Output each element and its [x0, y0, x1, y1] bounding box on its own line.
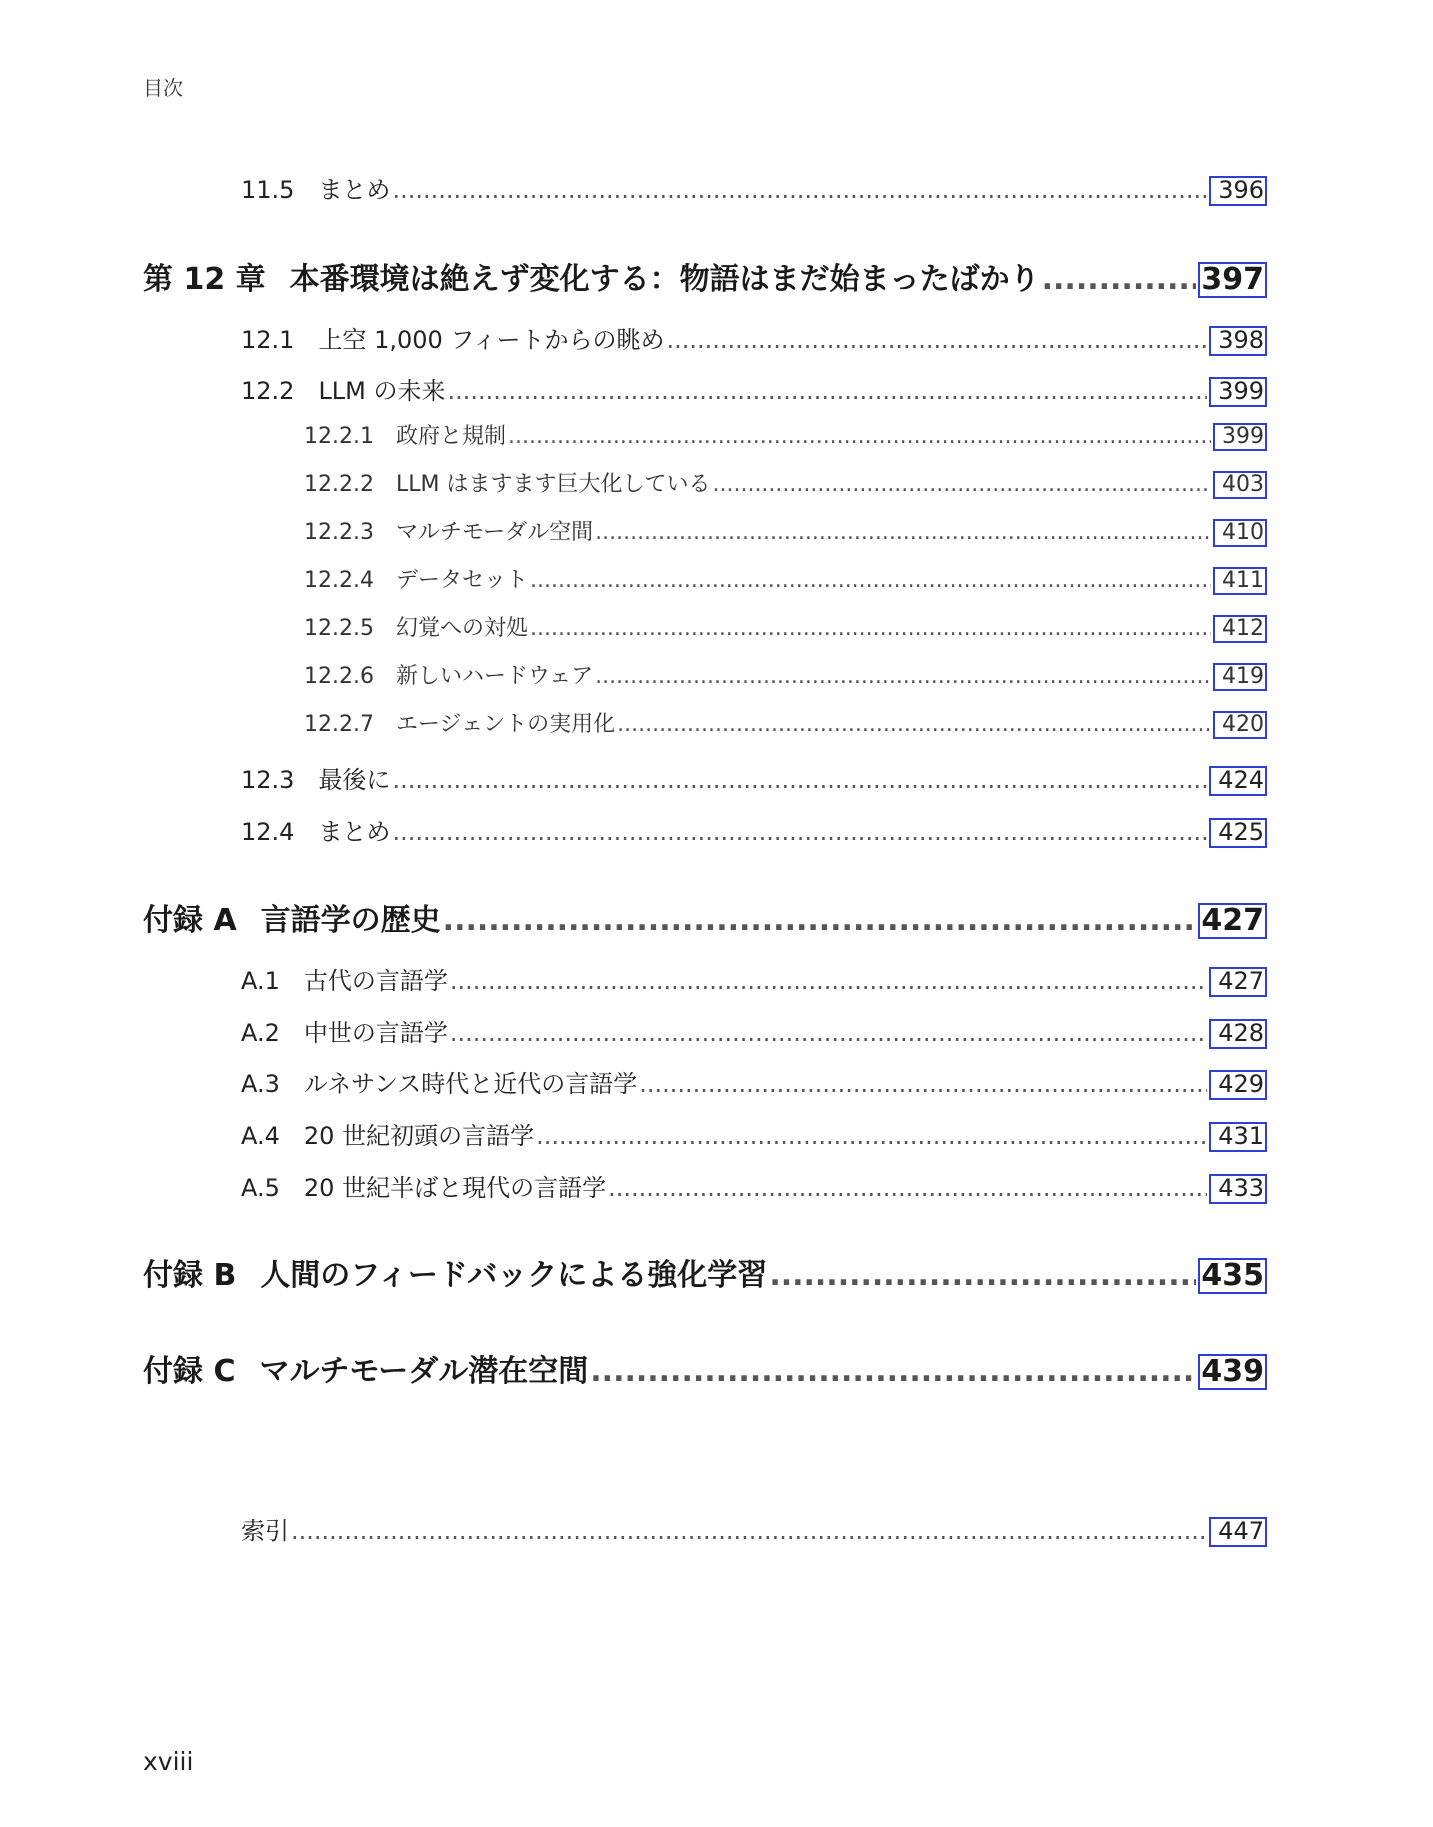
toc-entry-12-2-2 — [304, 467, 1267, 499]
dot-leader — [508, 424, 1211, 449]
toc-entry-12-2-7 — [304, 707, 1267, 739]
toc-entry-title: 20 世紀初頭の言語学 — [303, 1122, 535, 1150]
toc-chapter-12 — [143, 254, 1267, 298]
dot-leader — [595, 520, 1211, 545]
toc-entry-title: 政府と規制 — [395, 424, 506, 449]
toc-entry-title: 最後に — [318, 766, 391, 794]
page-link[interactable]: 399 — [1209, 377, 1267, 407]
toc-entry-12-2-4 — [304, 563, 1267, 595]
toc-entry-number: A.1 — [241, 967, 280, 995]
toc-entry-number: 付録 A — [143, 903, 237, 938]
toc-entry-number: 12.4 — [241, 818, 295, 846]
toc-entry-title: 本番環境は絶えず変化する：物語はまだ始まったばかり — [289, 262, 1040, 297]
toc-entry-title: 上空 1,000 フィートからの眺め — [318, 326, 665, 354]
page-link[interactable]: 419 — [1213, 663, 1267, 691]
toc-entry-number: 12.2.7 — [304, 712, 374, 737]
dot-leader — [639, 1070, 1207, 1098]
toc-entry-title: データセット — [395, 568, 528, 593]
toc-appendix-c — [143, 1346, 1267, 1390]
dot-leader — [392, 818, 1207, 846]
toc-entry-12-2-6 — [304, 659, 1267, 691]
toc-entry-title: 索引 — [241, 1517, 289, 1545]
dot-leader — [530, 568, 1211, 593]
toc-entry-12-1 — [241, 320, 1267, 356]
toc-entry-number: A.2 — [241, 1019, 280, 1047]
page-link[interactable]: 428 — [1209, 1019, 1267, 1049]
dot-leader — [291, 1517, 1207, 1545]
toc-entry-a-2 — [241, 1013, 1267, 1049]
toc-entry-number: 12.2.5 — [304, 616, 374, 641]
toc-entry-number: 12.2 — [241, 377, 295, 405]
page-number: xviii — [143, 1747, 194, 1776]
toc-entry-index — [241, 1511, 1267, 1547]
toc-entry-title: 人間のフィードバックによる強化学習 — [260, 1258, 768, 1293]
dot-leader — [595, 664, 1211, 689]
page-link[interactable]: 429 — [1209, 1070, 1267, 1100]
dot-leader — [712, 472, 1211, 497]
toc-entry-number: 第 12 章 — [143, 262, 266, 297]
toc-entry-title: 古代の言語学 — [303, 967, 448, 995]
dot-leader — [666, 326, 1207, 354]
toc-entry-title: 幻覚への対処 — [395, 616, 528, 641]
toc-entry-12-2 — [241, 371, 1267, 407]
page-link[interactable]: 433 — [1209, 1174, 1267, 1204]
toc-entry-title: 中世の言語学 — [303, 1019, 448, 1047]
toc-entry-12-2-3 — [304, 515, 1267, 547]
toc-entry-title: 20 世紀半ばと現代の言語学 — [303, 1174, 607, 1202]
toc-entry-title: LLM はますます巨大化している — [395, 472, 711, 497]
toc-entry-a-1 — [241, 961, 1267, 997]
running-head: 目次 — [143, 76, 183, 100]
dot-leader — [443, 903, 1197, 938]
toc-entry-11-5 — [241, 170, 1267, 206]
toc-entry-number: 12.2.3 — [304, 520, 374, 545]
toc-entry-title: ルネサンス時代と近代の言語学 — [303, 1070, 638, 1098]
page-link[interactable]: 447 — [1209, 1517, 1267, 1547]
toc-entry-number: 12.2.6 — [304, 664, 374, 689]
dot-leader — [608, 1174, 1207, 1202]
page-link[interactable]: 427 — [1209, 967, 1267, 997]
page-link[interactable]: 410 — [1213, 519, 1267, 547]
page-link[interactable]: 439 — [1198, 1354, 1267, 1390]
toc-appendix-a — [143, 895, 1267, 939]
toc-entry-number: 付録 C — [143, 1354, 236, 1389]
toc-entry-12-4 — [241, 812, 1267, 848]
page-link[interactable]: 424 — [1209, 766, 1267, 796]
toc-appendix-b — [143, 1250, 1267, 1294]
toc-entry-number: 12.2.4 — [304, 568, 374, 593]
toc-entry-number: 付録 B — [143, 1258, 237, 1293]
toc-entry-12-2-5 — [304, 611, 1267, 643]
toc-entry-title: まとめ — [318, 818, 391, 846]
page-link[interactable]: 431 — [1209, 1122, 1267, 1152]
toc-entry-title: マルチモーダル空間 — [395, 520, 594, 545]
page-link[interactable]: 427 — [1198, 903, 1267, 939]
dot-leader — [392, 176, 1207, 204]
page-link[interactable]: 420 — [1213, 711, 1267, 739]
toc-entry-title: 言語学の歴史 — [260, 903, 441, 938]
toc-entry-a-3 — [241, 1064, 1267, 1100]
dot-leader — [450, 1019, 1207, 1047]
dot-leader — [536, 1122, 1207, 1150]
page-link[interactable]: 397 — [1198, 262, 1267, 298]
toc-entry-a-4 — [241, 1116, 1267, 1152]
toc-entry-12-2-1 — [304, 419, 1267, 451]
toc-entry-number: 12.3 — [241, 766, 295, 794]
toc-entry-12-3 — [241, 760, 1267, 796]
page-link[interactable]: 398 — [1209, 326, 1267, 356]
page-link[interactable]: 403 — [1213, 471, 1267, 499]
page-link[interactable]: 425 — [1209, 818, 1267, 848]
dot-leader — [392, 766, 1207, 794]
toc-entry-title: まとめ — [318, 176, 391, 204]
dot-leader — [450, 967, 1207, 995]
toc-entry-number: A.4 — [241, 1122, 280, 1150]
toc-entry-number: 12.2.2 — [304, 472, 374, 497]
toc-entry-title: 新しいハードウェア — [395, 664, 594, 689]
dot-leader — [769, 1258, 1196, 1293]
toc-entry-title: マルチモーダル潜在空間 — [259, 1354, 589, 1389]
page-link[interactable]: 396 — [1209, 176, 1267, 206]
dot-leader — [530, 616, 1211, 641]
toc-entry-title: LLM の未来 — [318, 377, 446, 405]
toc-entry-number: A.5 — [241, 1174, 280, 1202]
dot-leader — [448, 377, 1207, 405]
dot-leader — [617, 712, 1211, 737]
toc-entry-a-5 — [241, 1168, 1267, 1204]
page-link[interactable]: 411 — [1213, 567, 1267, 595]
toc-entry-number: 11.5 — [241, 176, 295, 204]
dot-leader — [590, 1354, 1196, 1389]
page-link[interactable]: 435 — [1198, 1258, 1267, 1294]
page-link[interactable]: 399 — [1213, 423, 1267, 451]
toc-entry-number: 12.2.1 — [304, 424, 374, 449]
toc-entry-title: エージェントの実用化 — [395, 712, 616, 737]
toc-entry-number: 12.1 — [241, 326, 295, 354]
dot-leader — [1042, 262, 1197, 297]
page-link[interactable]: 412 — [1213, 615, 1267, 643]
toc-entry-number: A.3 — [241, 1070, 280, 1098]
